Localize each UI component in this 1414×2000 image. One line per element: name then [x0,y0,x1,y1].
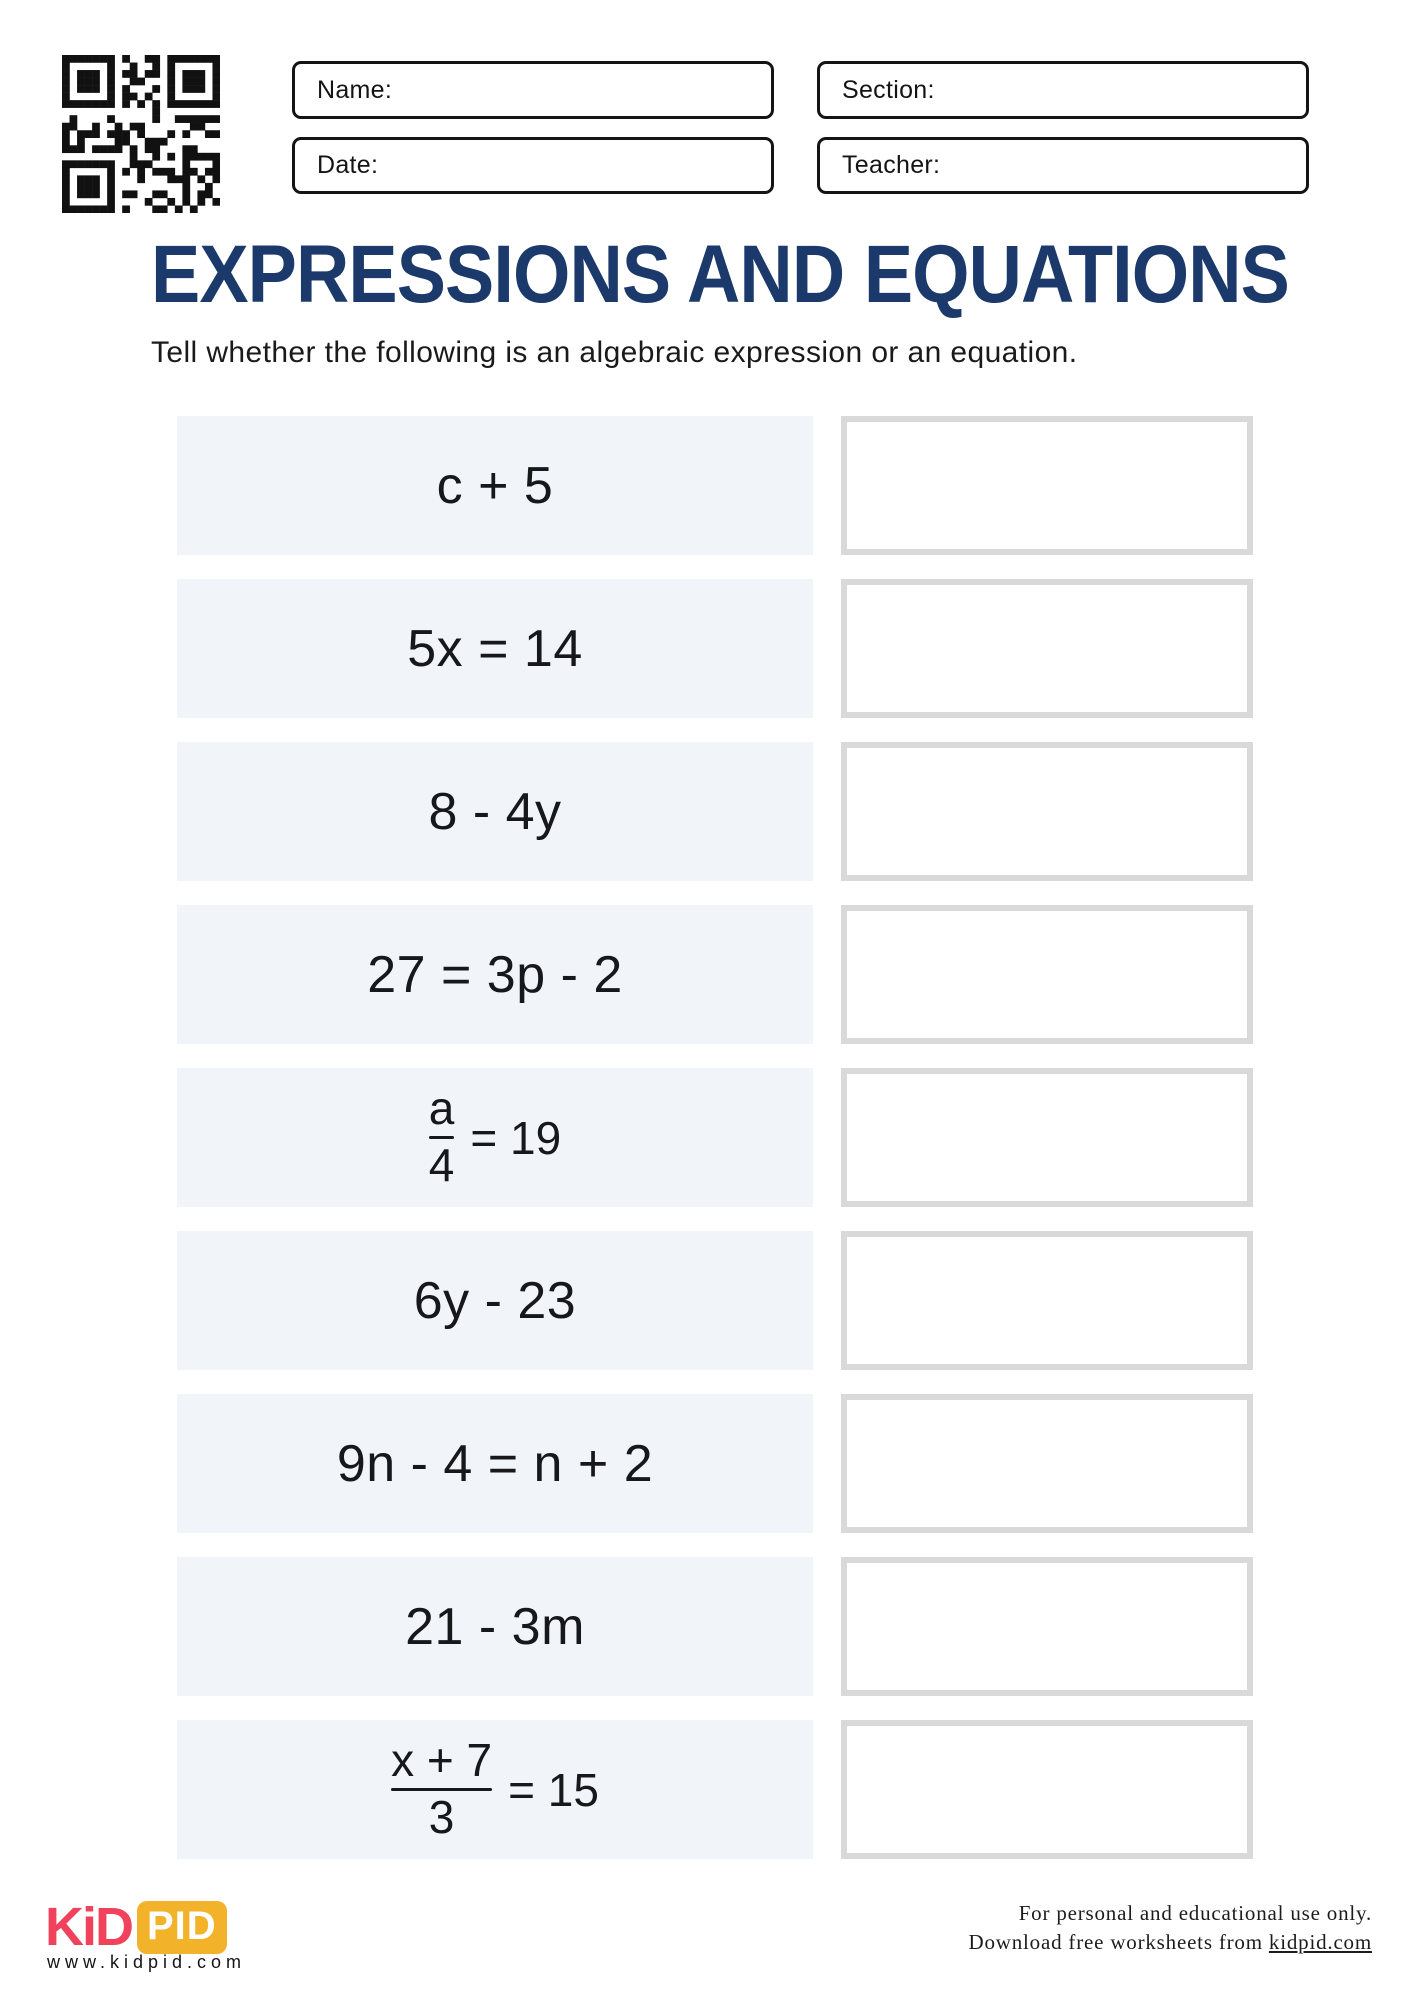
expression-suffix: = 15 [508,1763,599,1816]
answer-box[interactable] [841,1394,1253,1533]
expression-suffix: = 19 [470,1111,562,1164]
instruction-text: Tell whether the following is an algebraic expression or an equation. [151,336,1078,369]
problem-row [0,905,1414,1044]
page-title: EXPRESSIONS AND EQUATIONS [151,229,1289,320]
answer-box[interactable] [841,742,1253,881]
website-url: www.kidpid.com [47,1952,247,1972]
date-field[interactable] [292,137,774,194]
expression-box [177,1557,813,1696]
expression-text: 21 - 3m [405,1597,585,1656]
kidpid-link[interactable]: kidpid.com [1268,1929,1372,1954]
expression-text: 8 - 4y [428,782,562,841]
fraction-numerator: a [428,1082,455,1135]
expression-fraction [428,1082,455,1191]
name-field[interactable] [292,61,774,119]
answer-box[interactable] [841,1720,1253,1859]
date-field-label: Date: [317,151,379,179]
expression-box [177,579,813,718]
problem-row [0,742,1414,881]
problem-row [0,1557,1414,1696]
teacher-field[interactable] [817,137,1309,194]
usage-note-line2 [969,1928,1373,1957]
problem-row [0,1394,1414,1533]
expression-text: c + 5 [436,456,554,515]
expression-box [177,742,813,881]
qr-code-icon [62,55,220,213]
problem-row [0,1231,1414,1370]
usage-note-line2-prefix: Download free worksheets from [968,1929,1269,1954]
logo-pid-badge: PID [137,1901,227,1954]
kidpid-logo [45,1896,227,1958]
logo-kid-text: KiD [45,1897,132,1957]
name-field-label: Name: [317,75,393,104]
teacher-field-label: Teacher: [842,151,941,179]
expression-text: 9n - 4 = n + 2 [336,1434,654,1493]
problem-row [0,579,1414,718]
answer-box[interactable] [841,416,1253,555]
problem-row [0,1720,1414,1859]
answer-box[interactable] [841,1231,1253,1370]
expression-text: 5x = 14 [407,619,583,678]
expression-box [177,905,813,1044]
expression-box [177,1394,813,1533]
answer-box[interactable] [841,1068,1253,1207]
expression-box [177,1231,813,1370]
section-field[interactable] [817,61,1309,119]
fraction-denominator: 4 [428,1139,455,1191]
answer-box[interactable] [841,579,1253,718]
usage-note-line1: For personal and educational use only. [1018,1901,1372,1925]
expression-fraction [391,1734,493,1843]
fraction-denominator: 3 [428,1791,455,1843]
fraction-numerator: x + 7 [391,1734,493,1787]
expression-text: 6y - 23 [413,1271,577,1330]
answer-box[interactable] [841,905,1253,1044]
expression-box [177,1068,813,1207]
section-field-label: Section: [842,75,935,104]
answer-box[interactable] [841,1557,1253,1696]
expression-box [177,1720,813,1859]
usage-note [969,1899,1373,1957]
expression-box [177,416,813,555]
problem-row [0,416,1414,555]
expression-text: 27 = 3p - 2 [367,945,623,1004]
problem-row [0,1068,1414,1207]
